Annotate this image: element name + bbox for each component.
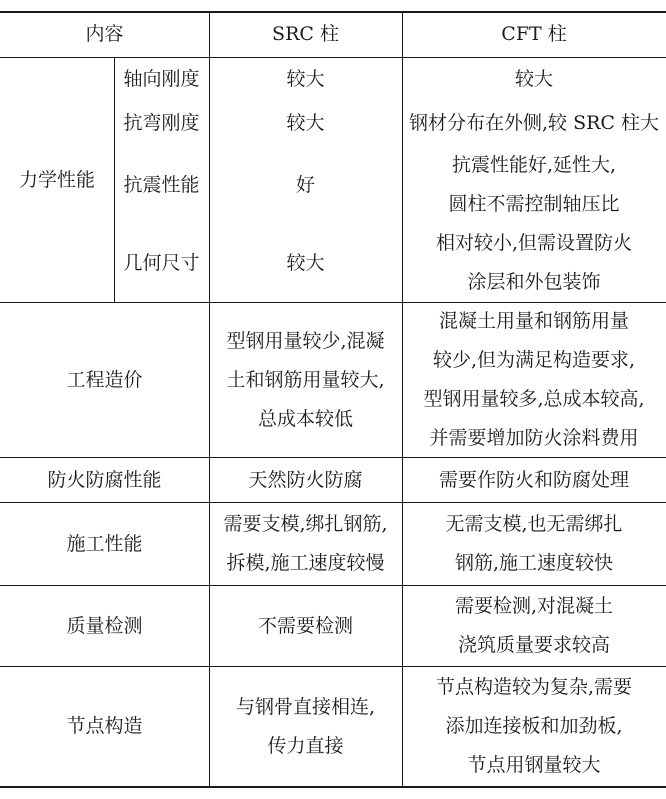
bending-label: 抗弯刚度 (123, 111, 200, 134)
joint-cft-line-1: 节点构造较为复杂,需要 (435, 676, 633, 698)
header-cft: CFT 柱 (501, 23, 567, 45)
construction-src-line-1: 需要支模,绑扎钢筋, (223, 513, 388, 535)
geometry-cft-line-2: 涂层和外包装饰 (467, 271, 601, 293)
construction-src-line-2: 拆模,施工速度较慢 (226, 552, 385, 574)
joint-src-line-2: 传力直接 (267, 734, 344, 757)
header-content: 内容 (85, 23, 124, 45)
geometry-src: 较大 (286, 251, 325, 274)
quality-cft (402, 586, 666, 666)
construction-cft (402, 503, 666, 585)
joint-label: 节点构造 (66, 715, 143, 737)
geometry-cft (402, 224, 666, 302)
cost-src (209, 303, 402, 457)
joint-src-line-1: 与钢骨直接相连, (235, 695, 376, 718)
axial-label: 轴向刚度 (123, 67, 200, 90)
seismic-cft-line-1: 抗震性能好,延性大, (451, 154, 617, 176)
quality-label: 质量检测 (66, 614, 143, 637)
cost-src-line-2: 土和钢筋用量较大, (226, 368, 385, 391)
quality-cft-line-2: 浇筑质量要求较高 (457, 634, 610, 656)
axial-src: 较大 (286, 67, 325, 90)
mech-label: 力学性能 (18, 168, 95, 191)
seismic-label: 抗震性能 (123, 173, 200, 196)
bending-src: 较大 (286, 111, 325, 134)
joint-cft (402, 667, 666, 786)
construction-cft-line-2: 钢筋,施工速度较快 (454, 552, 614, 574)
seismic-cft-line-2: 圆柱不需控制轴压比 (448, 193, 620, 215)
geometry-label: 几何尺寸 (123, 251, 200, 274)
cost-cft-line-4: 并需要增加防火涂料费用 (429, 427, 639, 449)
seismic-src: 好 (295, 173, 315, 196)
cost-label: 工程造价 (66, 368, 143, 391)
joint-src (209, 667, 402, 786)
construction-cft-line-1: 无需支模,也无需绑扎 (445, 513, 623, 535)
construction-src (209, 503, 402, 585)
fire-src: 天然防火防腐 (248, 468, 363, 491)
fire-label: 防火防腐性能 (47, 468, 162, 491)
seismic-cft (402, 146, 666, 224)
cost-src-line-1: 型钢用量较少,混凝 (226, 329, 385, 352)
axial-cft: 较大 (514, 67, 553, 90)
joint-cft-line-3: 节点用钢量较大 (467, 754, 601, 776)
header-src: SRC 柱 (272, 23, 339, 45)
bending-cft: 钢材分布在外侧,较 SRC 柱大 (409, 111, 659, 134)
cost-cft-line-2: 较少,但为满足构造要求, (432, 349, 636, 371)
cost-src-line-3: 总成本较低 (257, 407, 353, 430)
cost-cft (402, 303, 666, 457)
rule-bottom (0, 786, 666, 788)
fire-cft: 需要作防火和防腐处理 (438, 468, 629, 491)
joint-cft-line-2: 添加连接板和加劲板, (445, 715, 623, 737)
cost-cft-line-1: 混凝土用量和钢筋用量 (438, 310, 629, 332)
geometry-cft-line-1: 相对较小,但需设置防火 (435, 232, 633, 254)
quality-cft-line-1: 需要检测,对混凝土 (454, 595, 614, 617)
construction-label: 施工性能 (66, 532, 143, 555)
cost-cft-line-3: 型钢用量较多,总成本较高, (423, 388, 645, 410)
quality-src: 不需要检测 (257, 614, 353, 637)
